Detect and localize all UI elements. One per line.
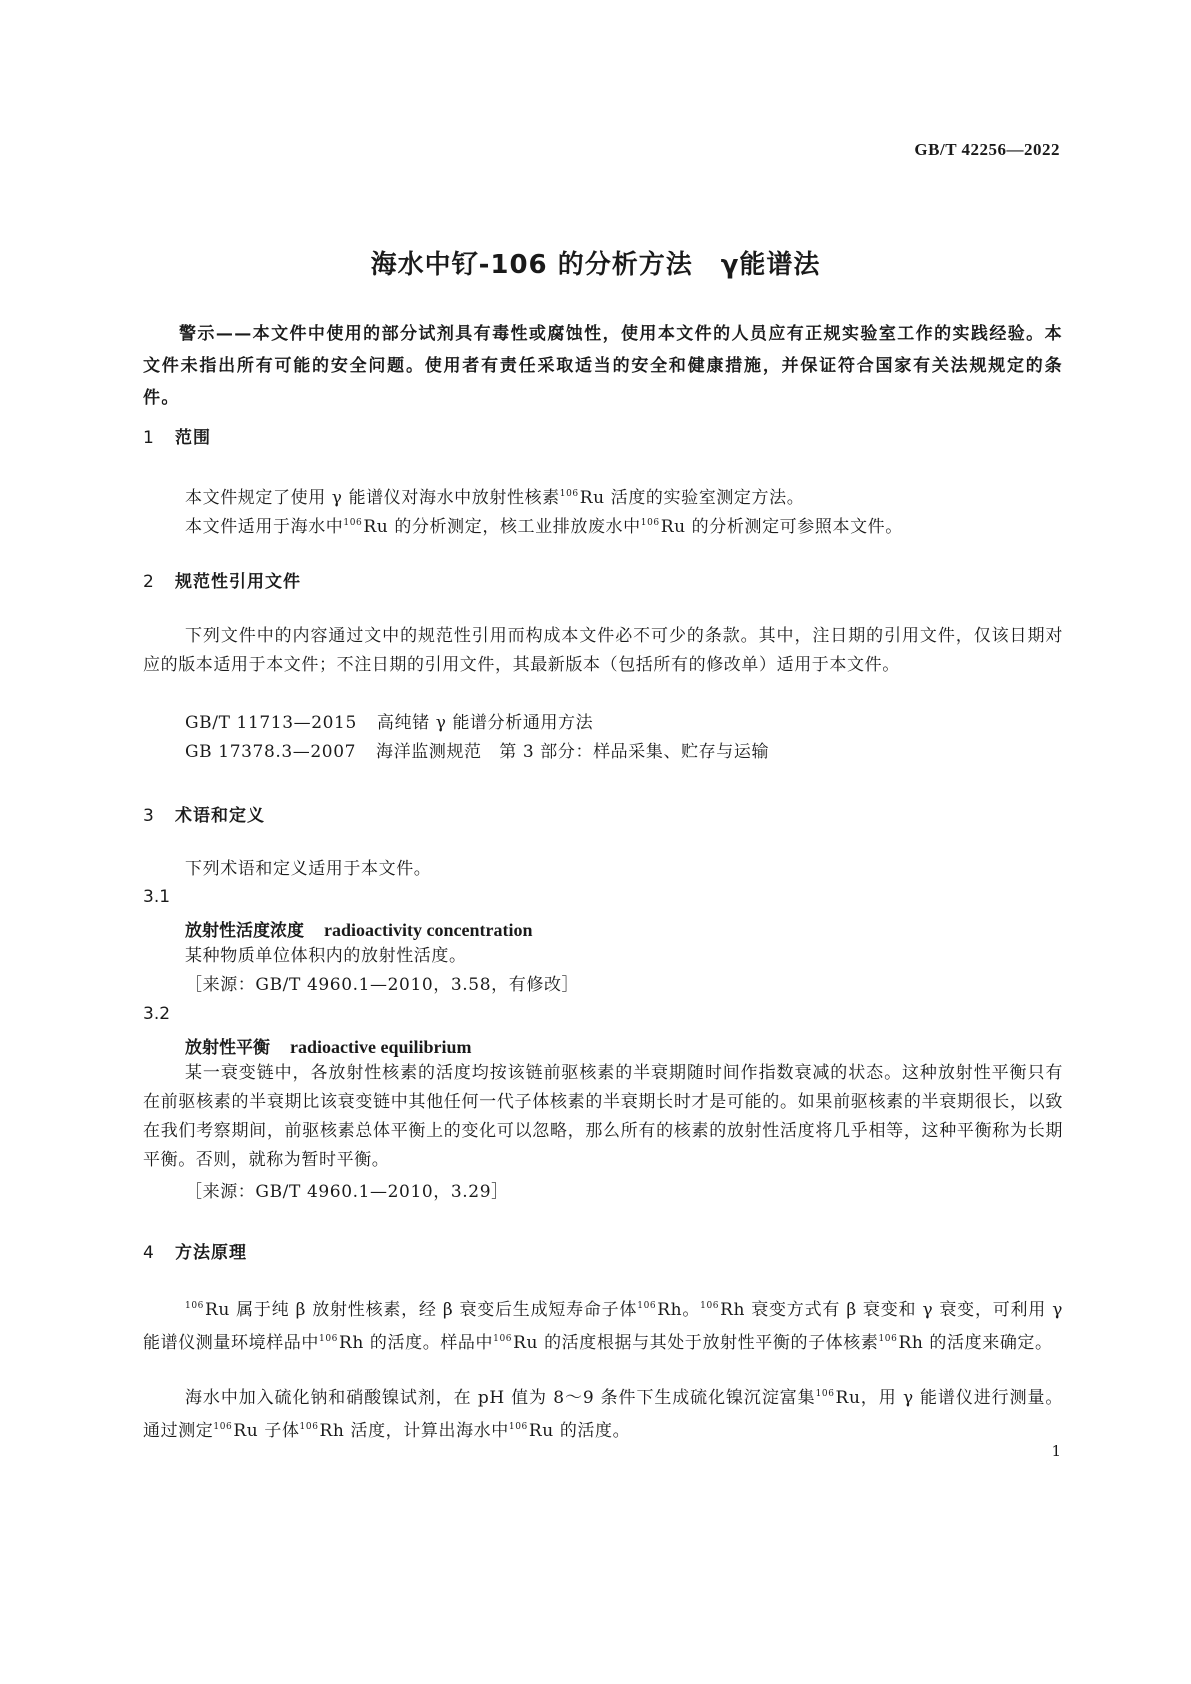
reference-title: 高纯锗 γ 能谱分析通用方法 [376, 713, 594, 733]
section-title: 方法原理 [175, 1243, 247, 1263]
reference-title: 海洋监测规范 第 3 部分：样品采集、贮存与运输 [376, 742, 770, 762]
term-number-3-1: 3.1 [143, 887, 171, 907]
title-sub: γ能谱法 [720, 250, 821, 280]
term-source-3-1: ［来源：GB/T 4960.1—2010，3.58，有修改］ [185, 975, 580, 995]
document-title [0, 244, 1191, 281]
title-main: 海水中钌-106 的分析方法 [370, 250, 693, 280]
term-title-3-2: 放射性平衡 radioactive equilibrium [185, 1037, 472, 1058]
section-2-heading [143, 567, 301, 592]
section-number: 1 [143, 428, 155, 448]
section-number: 4 [143, 1243, 155, 1263]
reference-code: GB 17378.3—2007 [185, 742, 357, 762]
section-3-heading [143, 801, 265, 826]
term-source-3-2: ［来源：GB/T 4960.1—2010，3.29］ [185, 1182, 509, 1202]
term-number-3-2: 3.2 [143, 1004, 171, 1024]
scope-paragraph-1: 本文件规定了使用 γ 能谱仪对海水中放射性核素$^{106}$Ru 活度的实验室测定方法。 [185, 488, 805, 508]
term-title-3-1: 放射性活度浓度 radioactivity concentration [185, 920, 533, 941]
section-title: 术语和定义 [175, 806, 265, 826]
standard-code: GB/T 42256—2022 [914, 140, 1060, 159]
principle-paragraph-2: 海水中加入硫化钠和硝酸镍试剂，在 pH 值为 8～9 条件下生成硫化镍沉淀富集$^{106}$Ru，用 γ 能谱仪进行测量。通过测定$^{106}$Ru 子体$^{106}$Rh 活度，计算出海水中$^{106}$Ru 的活度。 [143, 1388, 1063, 1441]
section-title: 规范性引用文件 [175, 572, 301, 592]
reference-item-1 [185, 709, 593, 738]
section-number: 3 [143, 806, 155, 826]
page-number: 1 [1051, 1442, 1061, 1460]
reference-code: GB/T 11713—2015 [185, 713, 357, 733]
term-definition-3-2: 某一衰变链中，各放射性核素的活度均按该链前驱核素的半衰期随时间作指数衰减的状态。这种放射性平衡只有在前驱核素的半衰期比该衰变链中其他任何一代子体核素的半衰期长时才是可能的。如果前驱核素的半衰期很长，以致在我们考察期间，前驱核素总体平衡上的变化可以忽略，那么所有的核素的放射性活度将几乎相等，这种平衡称为长期平衡。否则，就称为暂时平衡。 [143, 1063, 1063, 1170]
section-4-heading [143, 1238, 247, 1263]
scope-paragraph-2: 本文件适用于海水中$^{106}$Ru 的分析测定，核工业排放废水中$^{106}$Ru 的分析测定可参照本文件。 [185, 517, 903, 537]
normative-references-paragraph: 下列文件中的内容通过文中的规范性引用而构成本文件必不可少的条款。其中，注日期的引用文件，仅该日期对应的版本适用于本文件；不注日期的引用文件，其最新版本（包括所有的修改单）适用于本文件。 [143, 626, 1063, 675]
warning-paragraph: 警示——本文件中使用的部分试剂具有毒性或腐蚀性，使用本文件的人员应有正规实验室工作的实践经验。本文件未指出所有可能的安全问题。使用者有责任采取适当的安全和健康措施，并保证符合国家有关法规规定的条件。 [143, 324, 1063, 408]
section-1-heading [143, 423, 211, 448]
reference-item-2 [185, 738, 769, 767]
section-number: 2 [143, 572, 155, 592]
principle-paragraph-1: $^{106}$Ru 属于纯 β 放射性核素，经 β 衰变后生成短寿命子体$^{106}$Rh。$^{106}$Rh 衰变方式有 β 衰变和 γ 衰变，可利用 γ 能谱仪测量环境样品中$^{106}$Rh 的活度。样品中$^{106}$Ru 的活度根据与其处于放射性平衡的子体核素$^{106}$Rh 的活度来确定。 [143, 1300, 1063, 1353]
terms-intro: 下列术语和定义适用于本文件。 [185, 859, 432, 879]
section-title: 范围 [175, 428, 211, 448]
term-definition-3-1: 某种物质单位体积内的放射性活度。 [185, 946, 467, 966]
